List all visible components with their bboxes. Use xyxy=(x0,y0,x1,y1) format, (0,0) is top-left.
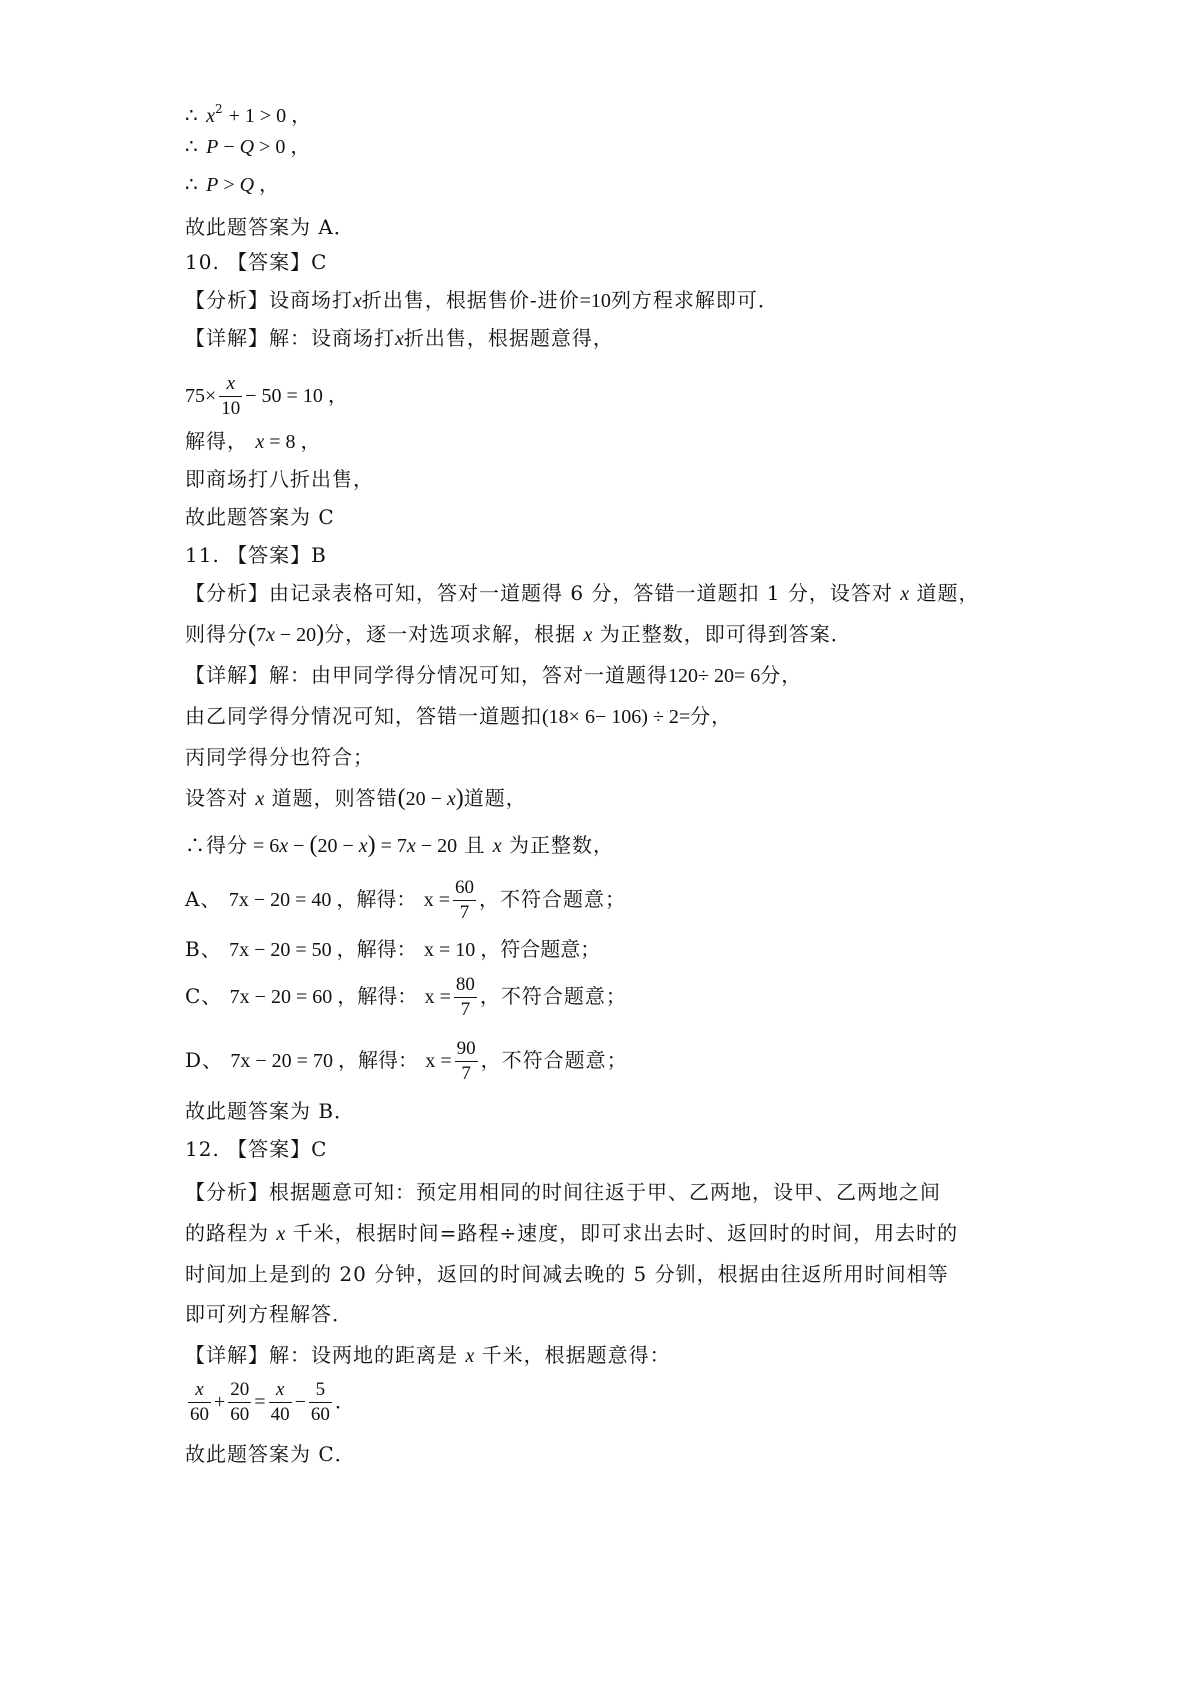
question-10-solution: 解得， x = 8 ， xyxy=(185,429,321,453)
fraction-90-over-7: $\frac{90}{7}$ xyxy=(456,1038,476,1084)
question-11-answer: 11. 【答案】B xyxy=(185,543,327,567)
option-a: A、 7x − 20 = 40 ，解得： x = $\frac{60}{7}$ ，不符合题意； xyxy=(185,877,627,923)
question-11-detail-5: ∴得分 = 6x − (20 − x) = 7x − 20 且 x 为正整数， xyxy=(185,832,615,858)
fraction-x-over-10: $\frac{x}{10}$ xyxy=(221,373,241,419)
question-12-detail: 【详解】解：设两地的距离是 x 千米，根据题意得： xyxy=(185,1343,671,1367)
question-10-equation: 75× $\frac{x}{10}$ − 50 = 10 ， xyxy=(185,373,348,419)
question-12-analysis-1: 【分析】根据题意可知：预定用相同的时间往返于甲、乙两地，设甲、乙两地之间 xyxy=(185,1180,941,1204)
question-12-analysis-2: 的路程为 x 千米，根据时间=路程÷速度，即可求出去时、返回时的时间，用去时的 xyxy=(185,1221,959,1245)
line-conclusion-2: ∴ P − Q > 0 ， xyxy=(185,134,311,158)
question-12-analysis-4: 即可列方程解答． xyxy=(185,1302,353,1326)
answer-line-12: 故此题答案为 C． xyxy=(185,1442,356,1466)
fraction-x-over-40: $\frac{x}{40}$ xyxy=(270,1379,290,1425)
question-12-analysis-3: 时间加上是到的 20 分钟，返回的时间减去晚的 5 分钏，根据由往返所用时间相等 xyxy=(185,1262,949,1286)
question-11-detail-1: 【详解】解：由甲同学得分情况可知，答对一道题得120÷ 20= 6分， xyxy=(185,663,803,687)
question-11-detail-3: 丙同学得分也符合； xyxy=(185,745,374,769)
question-11-detail-2: 由乙同学得分情况可知，答错一道题扣(18× 6− 106) ÷ 2=分， xyxy=(185,704,733,728)
fraction-60-over-7: $\frac{60}{7}$ xyxy=(455,877,475,923)
question-11-analysis-2: 则得分(7x − 20)分，逐一对选项求解，根据 x 为正整数，即可得到答案． xyxy=(185,621,852,647)
question-10-conclusion: 即商场打八折出售， xyxy=(185,467,374,491)
question-10-answer: 10. 【答案】C xyxy=(185,250,328,274)
question-12-equation: $\frac{x}{60}$ + $\frac{20}{60}$ = $\frac{x}{40}$ − $\frac{5}{60}$ ． xyxy=(190,1379,355,1425)
fraction-x-over-60: $\frac{x}{60}$ xyxy=(190,1379,209,1425)
question-12-answer: 12. 【答案】C xyxy=(185,1137,328,1161)
option-c: C、 7x − 20 = 60 ，解得： x = $\frac{80}{7}$ ，不符合题意； xyxy=(185,974,627,1020)
question-10-analysis: 【分析】设商场打x折出售，根据售价-进价=10列方程求解即可． xyxy=(185,288,779,312)
option-b: B、 7x − 20 = 50 ，解得： x = 10 ，符合题意； xyxy=(185,937,601,961)
fraction-80-over-7: $\frac{80}{7}$ xyxy=(455,974,475,1020)
line-conclusion-1: ∴ $x^2 + 1 > 0$ ， xyxy=(185,102,312,127)
question-11-detail-4: 设答对 x 道题，则答错(20 − x)道题， xyxy=(185,785,527,811)
fraction-5-over-60: $\frac{5}{60}$ xyxy=(310,1379,330,1425)
fraction-20-over-60: $\frac{20}{60}$ xyxy=(230,1379,250,1425)
question-10-detail: 【详解】解：设商场打x折出售，根据题意得， xyxy=(185,326,614,350)
answer-line-11: 故此题答案为 B． xyxy=(185,1099,356,1123)
answer-line-9: 故此题答案为 A． xyxy=(185,215,355,239)
answer-line-10: 故此题答案为 C xyxy=(185,505,335,529)
option-d: D、 7x − 20 = 70 ，解得： x = $\frac{90}{7}$ ，不符合题意； xyxy=(185,1038,628,1084)
question-11-analysis-1: 【分析】由记录表格可知，答对一道题得 6 分，答错一道题扣 1 分，设答对 x 道题， xyxy=(185,581,980,605)
line-conclusion-3: ∴ P > Q ， xyxy=(185,172,280,196)
